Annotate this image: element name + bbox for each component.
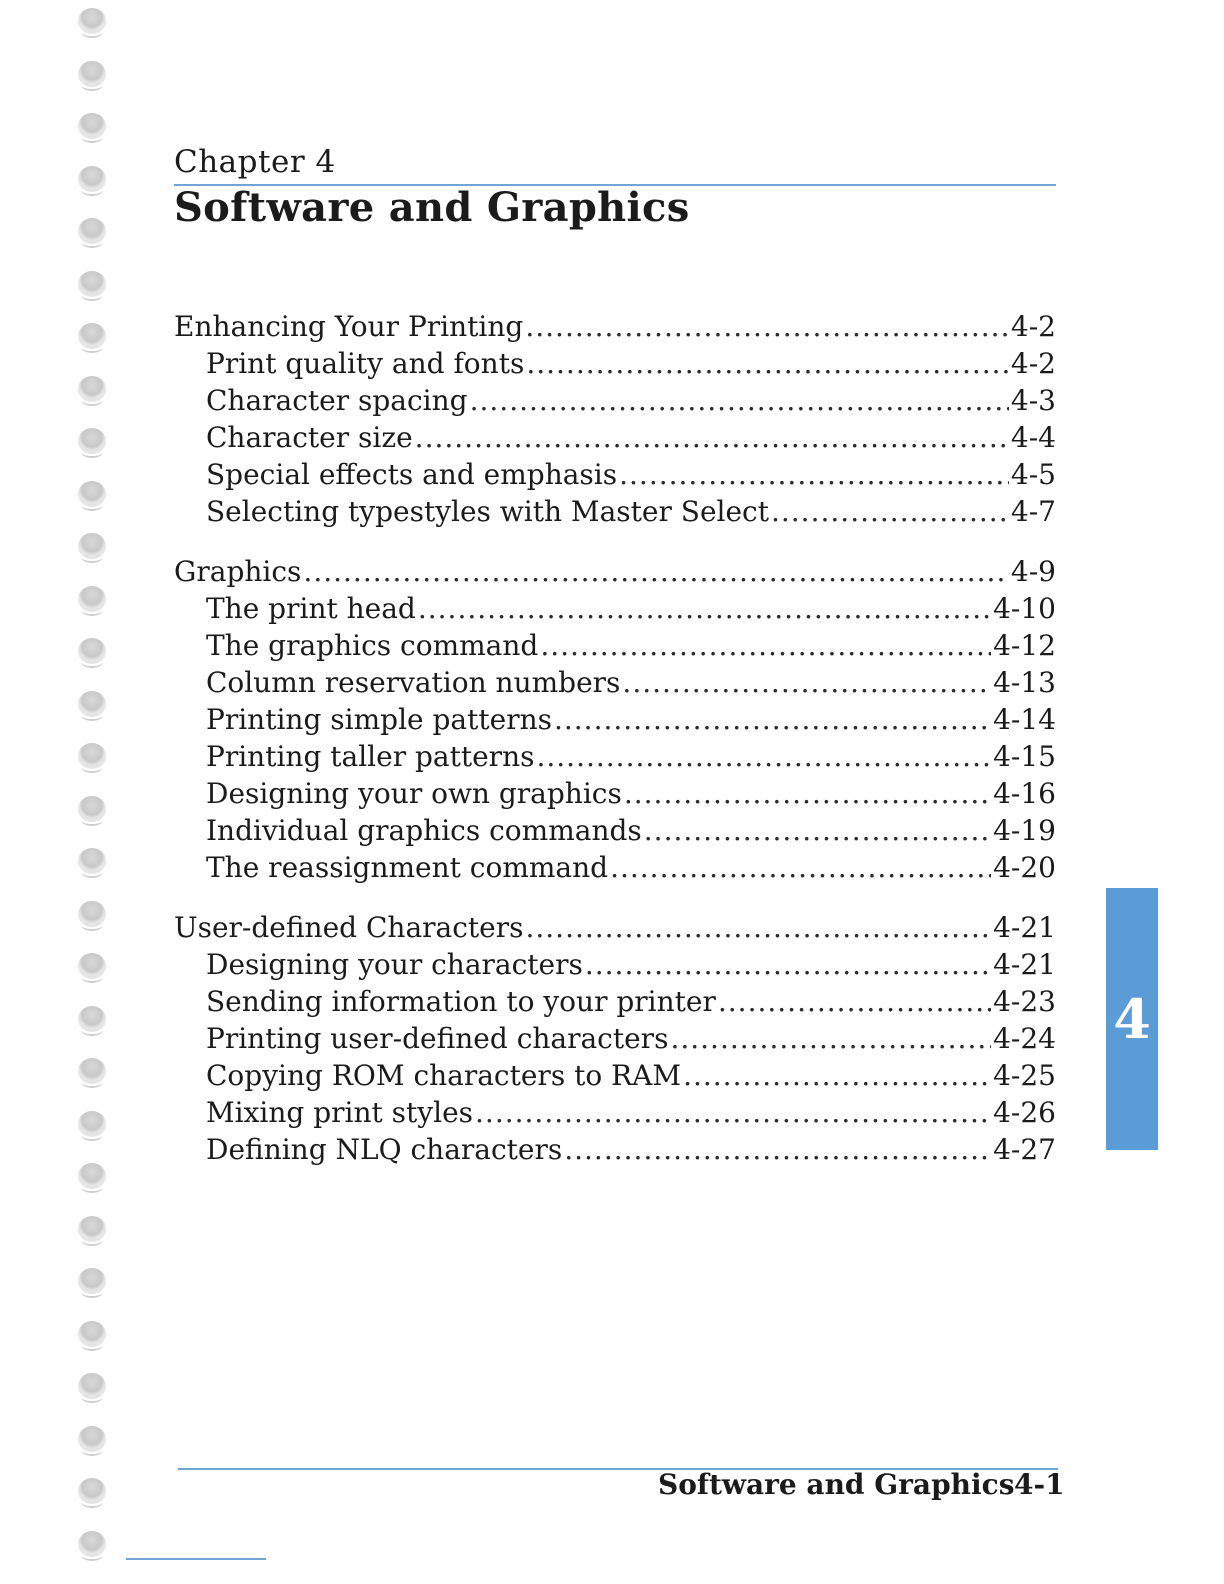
binding-hole [78, 901, 106, 927]
dot-leader [585, 946, 991, 983]
toc-entry-title: Character spacing [206, 384, 468, 417]
toc-entry-title: Defining NLQ characters [206, 1133, 563, 1166]
toc-entry-title: Individual graphics commands [206, 814, 642, 847]
toc-entry [174, 664, 1056, 701]
toc-entry [174, 627, 1056, 664]
binding-hole [78, 323, 106, 349]
toc-entry [174, 590, 1056, 627]
toc-section-user-defined [174, 909, 1056, 1168]
toc-entry [174, 946, 1056, 983]
binding-hole [78, 1426, 106, 1452]
toc-entry-page: 4-24 [993, 1022, 1056, 1055]
toc-entry-page: 4-14 [993, 703, 1056, 736]
binding-hole [78, 271, 106, 297]
toc-entry-page: 4-2 [1010, 347, 1056, 380]
toc-entry-page: 4-21 [993, 948, 1056, 981]
toc-entry-page: 4-27 [993, 1133, 1056, 1166]
toc-entry-page: 4-16 [993, 777, 1056, 810]
footer-page-number: 4-1 [1014, 1468, 1065, 1501]
binding-hole [78, 1006, 106, 1032]
spiral-binding [78, 0, 118, 1584]
binding-hole [78, 1373, 106, 1399]
binding-hole [78, 586, 106, 612]
chapter-label: Chapter 4 [174, 144, 336, 180]
dot-leader [540, 627, 991, 664]
binding-hole [78, 848, 106, 874]
binding-hole [78, 1216, 106, 1242]
dot-leader [718, 983, 991, 1020]
binding-hole [78, 1163, 106, 1189]
table-of-contents [174, 308, 1056, 1191]
toc-entry-page: 4-26 [993, 1096, 1056, 1129]
dot-leader [418, 590, 991, 627]
binding-hole [78, 691, 106, 717]
dot-leader [415, 419, 1009, 456]
dot-leader [475, 1094, 991, 1131]
binding-hole [78, 218, 106, 244]
dot-leader [771, 493, 1009, 530]
toc-entry-page: 4-12 [993, 629, 1056, 662]
toc-entry-page: 4-20 [993, 851, 1056, 884]
binding-hole [78, 743, 106, 769]
dot-leader [624, 775, 991, 812]
footer-title: Software and Graphics [658, 1468, 1015, 1501]
binding-hole [78, 638, 106, 664]
toc-section-heading [174, 909, 1056, 946]
toc-entry [174, 983, 1056, 1020]
toc-entry [174, 738, 1056, 775]
toc-entry-title: Mixing print styles [206, 1096, 474, 1129]
toc-entry [174, 1057, 1056, 1094]
toc-entry-page: 4-9 [1010, 555, 1056, 588]
toc-entry [174, 775, 1056, 812]
binding-hole [78, 1478, 106, 1504]
toc-entry-page: 4-23 [993, 985, 1056, 1018]
toc-entry-page: 4-15 [993, 740, 1056, 773]
binding-hole [78, 481, 106, 507]
toc-entry-title: Graphics [174, 555, 302, 588]
binding-hole [78, 8, 106, 34]
toc-entry-title: Printing simple patterns [206, 703, 552, 736]
toc-entry-page: 4-13 [993, 666, 1056, 699]
toc-entry-page: 4-19 [993, 814, 1056, 847]
toc-entry-title: Special effects and emphasis [206, 458, 618, 491]
toc-entry-title: Sending information to your printer [206, 985, 716, 1018]
toc-section-heading [174, 553, 1056, 590]
toc-section-heading [174, 308, 1056, 345]
toc-entry-title: User-defined Characters [174, 911, 524, 944]
toc-entry [174, 493, 1056, 530]
dot-leader [644, 812, 991, 849]
dot-leader [619, 456, 1009, 493]
binding-hole [78, 533, 106, 559]
toc-entry [174, 701, 1056, 738]
toc-entry [174, 1131, 1056, 1168]
corner-mark [126, 1558, 266, 1560]
dot-leader [525, 308, 1009, 345]
dot-leader [610, 849, 991, 886]
toc-entry-page: 4-21 [993, 911, 1056, 944]
dot-leader [683, 1057, 991, 1094]
toc-entry-page: 4-10 [993, 592, 1056, 625]
toc-entry [174, 1020, 1056, 1057]
toc-entry-title: Designing your own graphics [206, 777, 622, 810]
binding-hole [78, 61, 106, 87]
binding-hole [78, 1531, 106, 1557]
binding-hole [78, 1111, 106, 1137]
binding-hole [78, 113, 106, 139]
toc-entry-title: Designing your characters [206, 948, 583, 981]
toc-section-enhancing [174, 308, 1056, 530]
toc-entry-title: Printing taller patterns [206, 740, 535, 773]
toc-entry-title: Enhancing Your Printing [174, 310, 524, 343]
toc-entry-title: Copying ROM characters to RAM [206, 1059, 682, 1092]
binding-hole [78, 1058, 106, 1084]
toc-entry-title: The graphics command [206, 629, 539, 662]
dot-leader [622, 664, 991, 701]
toc-section-graphics [174, 553, 1056, 886]
dot-leader [470, 382, 1009, 419]
binding-hole [78, 166, 106, 192]
dot-leader [536, 738, 991, 775]
chapter-tab-label: 4 [1113, 987, 1151, 1051]
chapter-title: Software and Graphics [174, 184, 690, 231]
binding-hole [78, 376, 106, 402]
toc-entry [174, 849, 1056, 886]
toc-entry [174, 345, 1056, 382]
chapter-tab [1106, 888, 1158, 1150]
toc-entry-title: Printing user-defined characters [206, 1022, 669, 1055]
toc-entry-page: 4-2 [1010, 310, 1056, 343]
toc-entry-title: The print head [206, 592, 416, 625]
dot-leader [525, 909, 991, 946]
dot-leader [526, 345, 1009, 382]
dot-leader [554, 701, 991, 738]
toc-entry-title: Selecting typestyles with Master Select [206, 495, 769, 528]
toc-entry-page: 4-4 [1010, 421, 1056, 454]
toc-entry-page: 4-3 [1010, 384, 1056, 417]
toc-entry-page: 4-5 [1010, 458, 1056, 491]
binding-hole [78, 796, 106, 822]
dot-leader [303, 553, 1008, 590]
toc-entry-title: Print quality and fonts [206, 347, 525, 380]
dot-leader [670, 1020, 991, 1057]
toc-entry [174, 812, 1056, 849]
toc-entry [174, 456, 1056, 493]
toc-entry [174, 1094, 1056, 1131]
toc-entry-page: 4-25 [993, 1059, 1056, 1092]
binding-hole [78, 428, 106, 454]
dot-leader [564, 1131, 991, 1168]
toc-entry-title: Character size [206, 421, 413, 454]
binding-hole [78, 953, 106, 979]
binding-hole [78, 1321, 106, 1347]
toc-entry-title: Column reservation numbers [206, 666, 621, 699]
toc-entry-page: 4-7 [1010, 495, 1056, 528]
toc-entry-title: The reassignment command [206, 851, 609, 884]
toc-entry [174, 419, 1056, 456]
toc-entry [174, 382, 1056, 419]
binding-hole [78, 1268, 106, 1294]
